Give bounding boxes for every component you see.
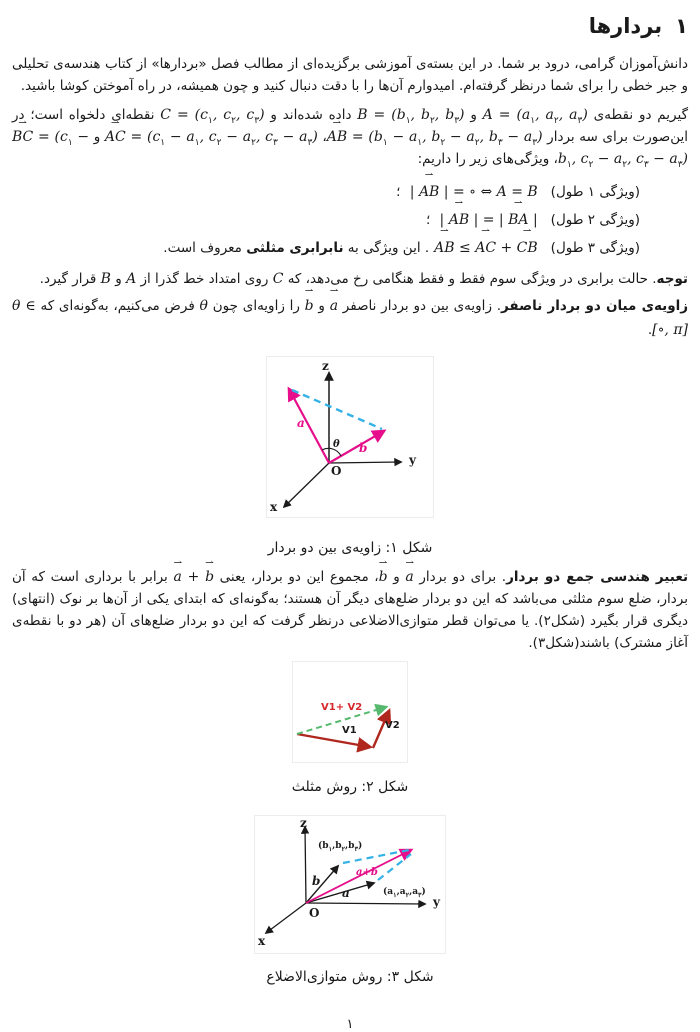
- property-3-triangle-inequality: (ویژگی ۳ طول)⇀ AB ≤ ⇀ AC + ⇀ CB. این ویژگی به نابرابری مثلثی معروف است.: [12, 234, 688, 262]
- figure-2-triangle-method: [292, 661, 408, 763]
- vector-addition-paragraph: تعبیر هندسی جمع دو بردار. برای دو بردار ⇀ a و ⇀ b، مجموع این دو بردار، یعنی ⇀ a + ⇀ b برابر با برداری است که آن بردار، ضلع سوم مثلثی می‌باشد که این دو بردار ضلع‌های دیگر آن هستند؛ به‌گونه‌ای که ابتدای یکی از آن‌ها بر نوک (انتهای) دیگری قرار بگیرد (شکل۲). یا می‌توان قطر متوازی‌الاضلاعی درنظر گرفت که این دو بردار ضلع‌های آن (هر دو با نقطه‌ی آغاز مشترک) باشند(شکل۳).: [12, 566, 688, 654]
- length-properties-list: [12, 178, 688, 262]
- property-2-length: (ویژگی ۲ طول)| ⇀ AB | = | ⇀ BA | ؛: [12, 206, 688, 234]
- y-axis: [329, 462, 401, 463]
- x-axis: [284, 463, 329, 507]
- vector-v2-label: V2: [385, 720, 400, 731]
- y-axis-label: y: [433, 895, 440, 909]
- points-definition-paragraph: گیریم دو نقطه‌ی $A = (a_۱$, $a_۲$, $a_۳$) و $B = (b_۱$, $b_۲$, $b_۳$) داده شده‌اند و $C = (c_۱$, $c_۲$, $c_۳$) نقطه‌ای دلخواه است؛ در این‌صورت برای سه بردار ⇀ AB = ($b_۱ - a_۱$, $b_۲ - a_۲$, $b_۳$ − $a_۳)،$ ⇀ AC = ($c_۱ - a_۱$, $c_۲ - a_۲$, $c_۳ - a_۳$) و ⇀ BC = ($c_۱ - b_۱$, $c_۲ - a_۲$, $c_۳$ − $a_۳)،$ ویژگی‌های زیر را داریم:: [12, 104, 688, 170]
- x-axis-label: x: [258, 934, 266, 948]
- y-axis: [306, 903, 425, 904]
- vector-a-label: a: [342, 886, 350, 900]
- z-axis-label: z: [300, 816, 307, 830]
- vector-b-label: b: [312, 874, 321, 888]
- sum-vector-label: V1+ V2: [321, 702, 363, 713]
- figure-3-parallelogram-method: [254, 815, 446, 954]
- theta-label: θ: [333, 439, 340, 450]
- origin-label: O: [331, 464, 342, 478]
- figure-1-angle-between-vectors: [266, 356, 434, 518]
- sum-vector-label: a+b: [356, 867, 378, 878]
- vector-v1-label: V1: [342, 725, 357, 736]
- point-b-coordinates-label: $(b_۱,b_۲,b_۳)$: [318, 841, 363, 853]
- page-number: ۱: [346, 1017, 354, 1032]
- section-heading: [12, 14, 688, 38]
- origin-label: O: [309, 906, 320, 920]
- angle-definition-paragraph: زاویه‌ی میان دو بردار ناصفر. زاویه‌ی بین دو بردار ناصفر ⇀ a و ⇀ b را زاویه‌ای چون θ فرض می‌کنیم، به‌گونه‌ای که θ ∈ [∘, π].: [12, 294, 688, 342]
- point-a-coordinates-label: $(a_۱,a_۲,a_۳)$: [383, 887, 426, 899]
- figure-1-canvas: [267, 357, 433, 517]
- dashed-chord-line: [292, 390, 382, 429]
- vector-a-arrow: [289, 389, 329, 463]
- figure-2-caption: شکل ۲: روش مثلث: [291, 779, 409, 795]
- x-axis: [266, 903, 306, 933]
- vector-v1-arrow: [297, 734, 370, 747]
- vector-b-arrow: [306, 866, 338, 903]
- z-axis: [305, 827, 306, 903]
- document-page: [0, 14, 700, 1032]
- y-axis-label: y: [409, 453, 416, 467]
- figure-3-caption: شکل ۳: روش متوازی‌الاضلاع: [266, 969, 434, 985]
- vector-b-label: b: [359, 441, 368, 455]
- vector-a-label: a: [297, 416, 305, 430]
- z-axis-label: z: [322, 359, 329, 373]
- section-title: بردارها: [588, 14, 663, 38]
- property-1-length: (ویژگی ۱ طول)| ⇀ AB | = ∘ ⇔ A = B ؛: [12, 178, 688, 206]
- figure-1-caption: شکل ۱: زاویه‌ی بین دو بردار: [267, 540, 433, 556]
- intro-paragraph: دانش‌آموزان گرامی، درود بر شما. در این بسته‌ی آموزشی برگزیده‌ای از مطالب فصل «بردارها» از کتاب هندسه‌ی تحلیلی و جبر خطی را برای شما درنظر گرفته‌ام. امیدوارم آن‌ها را با دقت دنبال کنید و چون همیشه، در راه آموختن کوشا باشید.: [12, 56, 688, 94]
- x-axis-label: x: [270, 500, 278, 514]
- section-number: ۱: [675, 14, 688, 38]
- note-paragraph: توجه. حالت برابری در ویژگی سوم فقط و فقط هنگامی رخ می‌دهد، که C روی امتداد خط گذرا از A و B قرار گیرد.: [39, 271, 688, 287]
